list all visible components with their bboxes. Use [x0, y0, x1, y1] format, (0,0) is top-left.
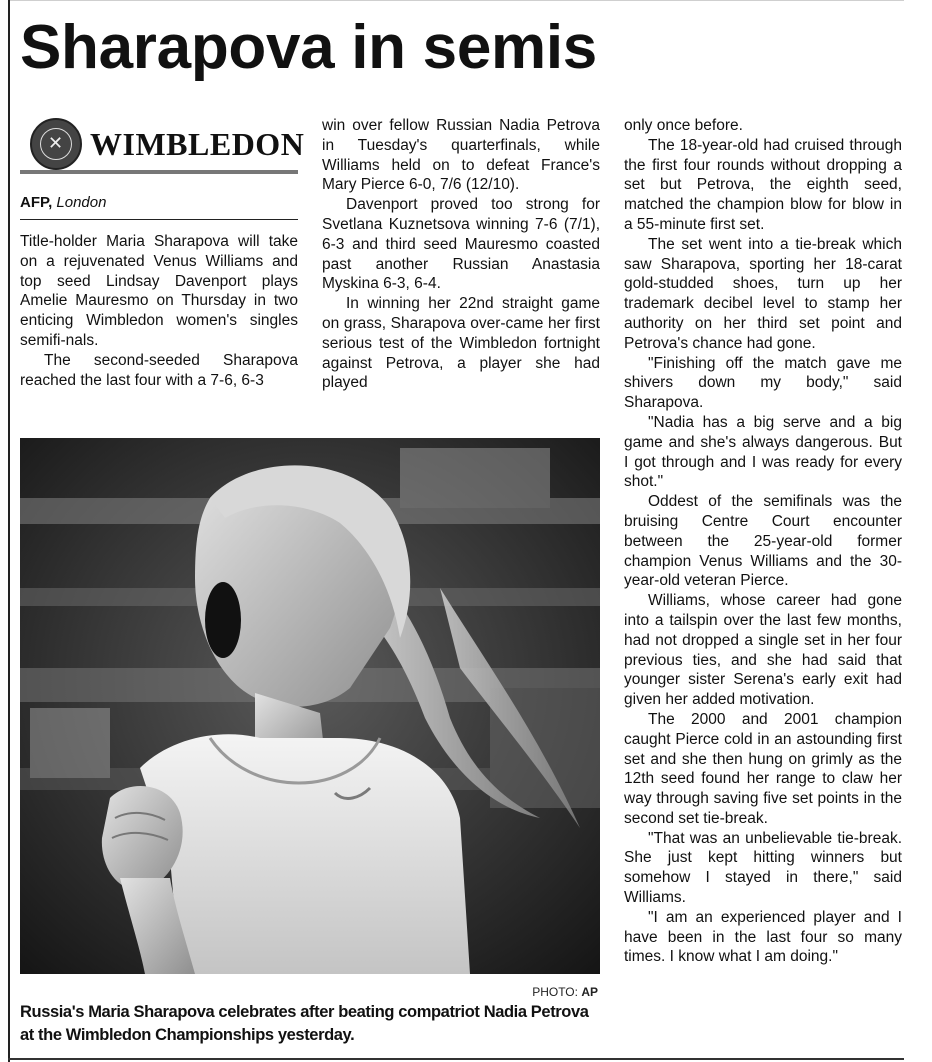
section-name: WIMBLEDON	[90, 126, 305, 162]
paragraph: The set went into a tie-break which saw Sharapova, sporting her 18-carat gold-studded shoes, turn up her trademark decibel level to stamp her authority on her third set point and Petrova's chance had gone.	[624, 235, 902, 352]
news-photo-illustration	[20, 438, 600, 974]
column-3	[624, 116, 902, 967]
headline: Sharapova in semis	[20, 13, 597, 82]
paragraph: "Nadia has a big serve and a big game and she's always dangerous. But I got through and I was ready for every shot."	[624, 413, 902, 491]
paragraph: Title-holder Maria Sharapova will take on a rejuvenated Venus Williams and top seed Lindsay Davenport plays Amelie Mauresmo on Thursday in two enticing Wimbledon women's singles semifi-nals.	[20, 233, 298, 349]
paragraph: "I am an experienced player and I have been in the last four so many times. I know what I am doing."	[624, 908, 902, 966]
photo-credit-label: PHOTO:	[532, 985, 578, 999]
byline-rule	[20, 219, 298, 220]
byline	[20, 193, 298, 213]
crossed-rackets-icon: ✕	[40, 128, 72, 160]
paragraph: Williams, whose career had gone into a tailspin over the last few months, had not dropped a single set in her four previous ties, and she had said that younger sister Serena's early exit had given her added motivation.	[624, 592, 902, 709]
news-photo	[20, 438, 600, 974]
paragraph: The second-seeded Sharapova reached the last four with a 7-6, 6-3	[20, 351, 298, 389]
byline-agency: AFP,	[20, 194, 53, 211]
championships-logo	[30, 118, 82, 170]
paragraph: Davenport proved too strong for Svetlana Kuznetsova winning 7-6 (7/1), 6-3 and third seed Mauresmo coasted past another Russian Anastasia Myskina 6-3, 6-4.	[322, 196, 600, 293]
section-badge	[20, 114, 305, 174]
photo-caption: Russia's Maria Sharapova celebrates after beating compatriot Nadia Petrova at the Wimbledon Championships yesterday.	[20, 1003, 589, 1044]
column-1	[20, 232, 298, 390]
paragraph: In winning her 22nd straight game on grass, Sharapova over-came her first serious test of the Wimbledon fortnight against Petrova, a player she had played	[322, 295, 600, 392]
paragraph: "Finishing off the match gave me shivers down my body," said Sharapova.	[624, 354, 902, 412]
byline-city: London	[56, 194, 107, 211]
paragraph: Oddest of the semifinals was the bruising Centre Court encounter between the 25-year-old former champion Venus Williams and the 30-year-old veteran Pierce.	[624, 493, 902, 590]
column-2	[322, 116, 600, 393]
paragraph: win over fellow Russian Nadia Petrova in Tuesday's quarterfinals, while Williams held on to defeat France's Mary Pierce 6-0, 7/6 (12/10).	[322, 117, 600, 194]
page-left-rule	[8, 0, 10, 1062]
paragraph: "That was an unbelievable tie-break. She just kept hitting winners but somehow I stayed in there," said Williams.	[624, 829, 902, 907]
section-rule	[20, 170, 298, 174]
paragraph: The 2000 and 2001 champion caught Pierce cold in an astounding first set and she then hung on grimly as the 12th seed found her range to claw her way through saving five set points in the second set tie-break.	[624, 710, 902, 827]
paragraph: The 18-year-old had cruised through the first four rounds without dropping a set but Petrova, the eighth seed, matched the champion blow for blow in a 55-minute first set.	[624, 136, 902, 233]
photo-credit	[20, 984, 598, 1000]
page-top-rule	[8, 0, 904, 1]
page-bottom-rule	[8, 1058, 904, 1060]
paragraph: only once before.	[624, 117, 743, 134]
photo-credit-agency: AP	[581, 985, 598, 999]
